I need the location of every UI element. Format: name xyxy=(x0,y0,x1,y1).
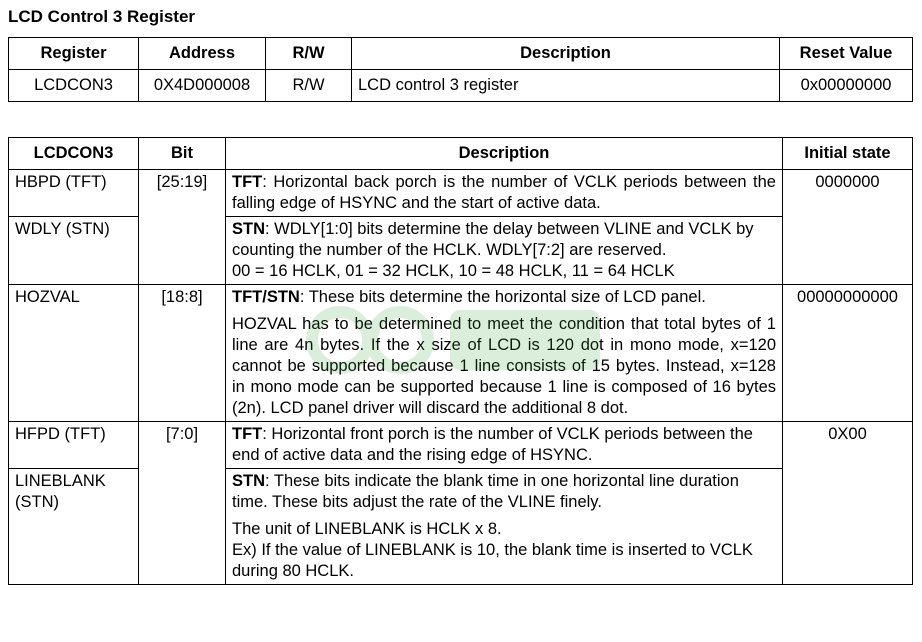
register-table xyxy=(8,37,913,102)
table-row xyxy=(9,170,913,217)
desc-text: : Horizontal front porch is the number of VCLK periods between the end of active data and the rising edge of HSYNC. xyxy=(232,425,753,464)
cell-rw: R/W xyxy=(266,70,352,102)
header-initial-state: Initial state xyxy=(783,138,913,170)
header-rw: R/W xyxy=(266,38,352,70)
desc-tag: STN xyxy=(232,220,265,238)
header-description: Description xyxy=(352,38,780,70)
desc-text-2: 00 = 16 HCLK, 01 = 32 HCLK, 10 = 48 HCLK, 11 = 64 HCLK xyxy=(232,262,675,280)
field-bit-hbpd: [25:19] xyxy=(139,170,226,285)
desc-text: : These bits determine the horizontal size of LCD panel. xyxy=(299,288,706,306)
desc-tag: STN xyxy=(232,472,265,490)
cell-reset-value: 0x00000000 xyxy=(780,70,913,102)
field-name-hozval: HOZVAL xyxy=(9,285,139,422)
desc-text: : WDLY[1:0] bits determine the delay between VLINE and VCLK by counting the number of the HCLK. WDLY[7:2] are reserved. xyxy=(232,220,754,259)
header-register: Register xyxy=(9,38,139,70)
header-reset-value: Reset Value xyxy=(780,38,913,70)
field-name-lineblank: LINEBLANK (STN) xyxy=(9,469,139,585)
field-desc-hbpd xyxy=(226,170,783,217)
field-initial-hbpd: 0000000 xyxy=(783,170,913,285)
header-description: Description xyxy=(226,138,783,170)
field-name-hbpd: HBPD (TFT) xyxy=(9,170,139,217)
table-row xyxy=(9,422,913,469)
desc-tag: TFT/STN xyxy=(232,288,300,306)
field-desc-wdly xyxy=(226,217,783,285)
desc-tag: TFT xyxy=(232,425,263,443)
desc-text: : These bits indicate the blank time in one horizontal line duration time. These bits adjust the rate of the VLINE finely. xyxy=(232,472,739,511)
bit-table-header-row xyxy=(9,138,913,170)
cell-address: 0X4D000008 xyxy=(139,70,266,102)
field-initial-hfpd: 0X00 xyxy=(783,422,913,585)
field-desc-hfpd xyxy=(226,422,783,469)
field-desc-lineblank xyxy=(226,469,783,585)
register-table-header-row xyxy=(9,38,913,70)
page-title: LCD Control 3 Register xyxy=(8,7,196,26)
field-name-wdly: WDLY (STN) xyxy=(9,217,139,285)
field-desc-hozval xyxy=(226,285,783,422)
cell-register: LCDCON3 xyxy=(9,70,139,102)
table-row xyxy=(9,70,913,102)
header-bit: Bit xyxy=(139,138,226,170)
bit-field-table xyxy=(8,137,913,585)
desc-tag: TFT xyxy=(232,173,263,191)
cell-description: LCD control 3 register xyxy=(352,70,780,102)
field-bit-hozval: [18:8] xyxy=(139,285,226,422)
header-address: Address xyxy=(139,38,266,70)
desc-text: : Horizontal back porch is the number of VCLK periods between the falling edge of HSYNC and the start of active data. xyxy=(232,173,776,212)
header-lcdcon3: LCDCON3 xyxy=(9,138,139,170)
desc-text-3: Ex) If the value of LINEBLANK is 10, the blank time is inserted to VCLK during 80 HCLK. xyxy=(232,541,753,580)
desc-text-2: The unit of LINEBLANK is HCLK x 8. xyxy=(232,520,502,538)
table-row xyxy=(9,285,913,422)
field-bit-hfpd: [7:0] xyxy=(139,422,226,585)
field-name-hfpd: HFPD (TFT) xyxy=(9,422,139,469)
field-initial-hozval: 00000000000 xyxy=(783,285,913,422)
desc-text-2: HOZVAL has to be determined to meet the condition that total bytes of 1 line are 4n bytes. If the x size of LCD is 120 dot in mono mode, x=120 cannot be supported because 1 line consists of 15 bytes. Instead, x=128 in mono mode can be supported because 1 line is composed of 16 bytes (2n). LCD panel driver will discard the additional 8 dot. xyxy=(232,315,776,417)
